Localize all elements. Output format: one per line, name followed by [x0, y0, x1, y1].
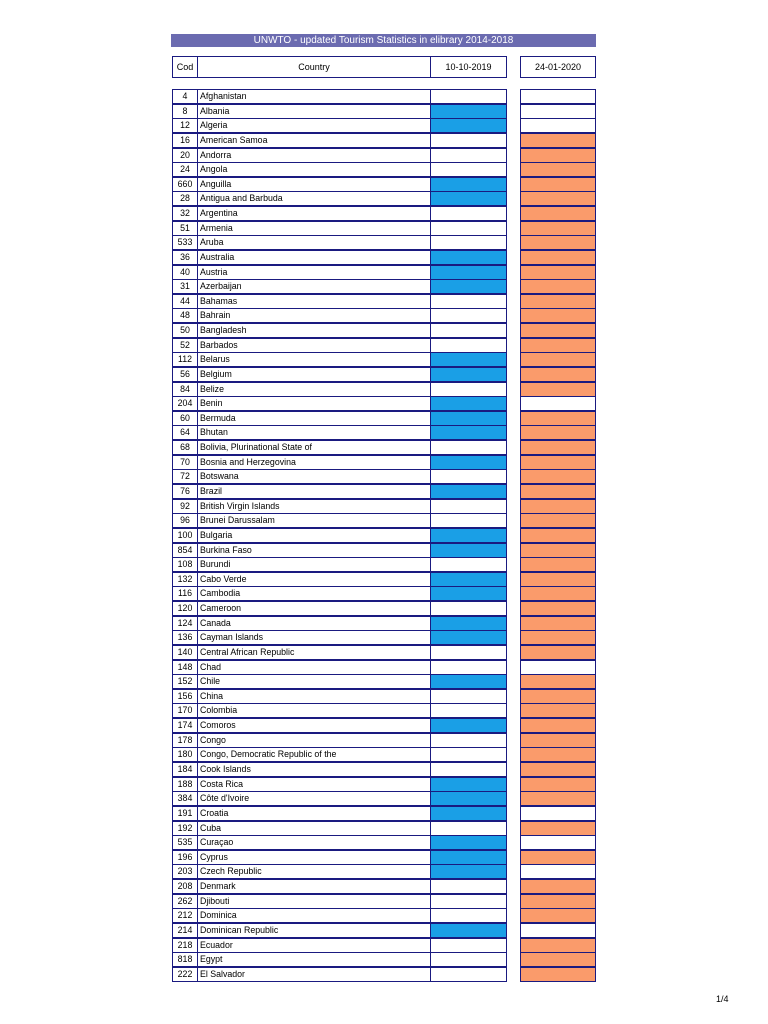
- status-cell-date-2: [520, 308, 596, 323]
- status-cell-date-1: [430, 191, 507, 206]
- country-name-cell: Belarus: [197, 352, 431, 367]
- country-name-cell: Botswana: [197, 469, 431, 484]
- status-cell-date-2: [520, 616, 596, 631]
- status-cell-date-1: [430, 338, 507, 353]
- status-cell-date-2: [520, 148, 596, 163]
- status-cell-date-1: [430, 118, 507, 133]
- country-code-cell: 51: [172, 221, 198, 236]
- country-name-cell: Bermuda: [197, 411, 431, 426]
- country-name-cell: Chad: [197, 660, 431, 675]
- country-code-cell: 120: [172, 601, 198, 616]
- status-cell-date-1: [430, 352, 507, 367]
- country-code-cell: 212: [172, 908, 198, 923]
- status-cell-date-2: [520, 352, 596, 367]
- country-code-cell: 818: [172, 952, 198, 967]
- status-cell-date-1: [430, 133, 507, 148]
- status-cell-date-1: [430, 572, 507, 587]
- header-country: Country: [197, 56, 431, 78]
- status-cell-date-2: [520, 601, 596, 616]
- country-code-cell: 156: [172, 689, 198, 704]
- status-cell-date-2: [520, 703, 596, 718]
- status-cell-date-2: [520, 396, 596, 411]
- status-cell-date-2: [520, 235, 596, 250]
- status-cell-date-2: [520, 162, 596, 177]
- country-name-cell: Afghanistan: [197, 89, 431, 104]
- country-name-cell: Algeria: [197, 118, 431, 133]
- country-code-cell: 68: [172, 440, 198, 455]
- status-cell-date-1: [430, 425, 507, 440]
- status-cell-date-2: [520, 528, 596, 543]
- country-code-cell: 192: [172, 821, 198, 836]
- status-cell-date-2: [520, 440, 596, 455]
- country-name-cell: Burundi: [197, 557, 431, 572]
- country-name-cell: Central African Republic: [197, 645, 431, 660]
- country-name-cell: Burkina Faso: [197, 543, 431, 558]
- status-cell-date-2: [520, 864, 596, 879]
- status-cell-date-2: [520, 294, 596, 309]
- country-name-cell: Albania: [197, 104, 431, 119]
- status-cell-date-1: [430, 894, 507, 909]
- status-cell-date-2: [520, 455, 596, 470]
- country-name-cell: Cyprus: [197, 850, 431, 865]
- country-code-cell: 533: [172, 235, 198, 250]
- status-cell-date-2: [520, 177, 596, 192]
- status-cell-date-2: [520, 543, 596, 558]
- status-cell-date-1: [430, 967, 507, 982]
- country-name-cell: Congo, Democratic Republic of the: [197, 747, 431, 762]
- country-code-cell: 148: [172, 660, 198, 675]
- status-cell-date-2: [520, 791, 596, 806]
- status-cell-date-2: [520, 762, 596, 777]
- status-cell-date-1: [430, 265, 507, 280]
- header-code: Cod: [172, 56, 198, 78]
- country-name-cell: Brazil: [197, 484, 431, 499]
- status-cell-date-1: [430, 660, 507, 675]
- status-cell-date-2: [520, 806, 596, 821]
- country-code-cell: 100: [172, 528, 198, 543]
- country-code-cell: 92: [172, 499, 198, 514]
- status-cell-date-2: [520, 952, 596, 967]
- status-cell-date-1: [430, 586, 507, 601]
- status-cell-date-1: [430, 747, 507, 762]
- status-cell-date-2: [520, 323, 596, 338]
- status-cell-date-1: [430, 718, 507, 733]
- country-name-cell: Cabo Verde: [197, 572, 431, 587]
- country-code-cell: 203: [172, 864, 198, 879]
- status-cell-date-2: [520, 967, 596, 982]
- country-name-cell: Cameroon: [197, 601, 431, 616]
- status-cell-date-2: [520, 118, 596, 133]
- country-name-cell: Bahamas: [197, 294, 431, 309]
- status-cell-date-1: [430, 440, 507, 455]
- country-name-cell: Belize: [197, 382, 431, 397]
- country-code-cell: 140: [172, 645, 198, 660]
- status-cell-date-2: [520, 499, 596, 514]
- country-code-cell: 28: [172, 191, 198, 206]
- country-code-cell: 116: [172, 586, 198, 601]
- country-code-cell: 218: [172, 938, 198, 953]
- country-name-cell: Cuba: [197, 821, 431, 836]
- country-code-cell: 178: [172, 733, 198, 748]
- country-name-cell: Ecuador: [197, 938, 431, 953]
- status-cell-date-2: [520, 367, 596, 382]
- status-cell-date-2: [520, 338, 596, 353]
- status-cell-date-2: [520, 206, 596, 221]
- country-name-cell: El Salvador: [197, 967, 431, 982]
- status-cell-date-1: [430, 850, 507, 865]
- country-code-cell: 56: [172, 367, 198, 382]
- country-name-cell: Dominica: [197, 908, 431, 923]
- status-cell-date-2: [520, 894, 596, 909]
- status-cell-date-1: [430, 938, 507, 953]
- country-name-cell: Curaçao: [197, 835, 431, 850]
- status-cell-date-1: [430, 703, 507, 718]
- country-name-cell: Colombia: [197, 703, 431, 718]
- status-cell-date-2: [520, 425, 596, 440]
- status-cell-date-2: [520, 586, 596, 601]
- country-name-cell: Barbados: [197, 338, 431, 353]
- country-code-cell: 44: [172, 294, 198, 309]
- country-name-cell: Aruba: [197, 235, 431, 250]
- status-cell-date-1: [430, 294, 507, 309]
- country-code-cell: 31: [172, 279, 198, 294]
- country-code-cell: 52: [172, 338, 198, 353]
- country-code-cell: 191: [172, 806, 198, 821]
- country-name-cell: Bosnia and Herzegovina: [197, 455, 431, 470]
- header-date-1: 10-10-2019: [430, 56, 507, 78]
- status-cell-date-1: [430, 630, 507, 645]
- country-code-cell: 16: [172, 133, 198, 148]
- country-code-cell: 8: [172, 104, 198, 119]
- country-code-cell: 180: [172, 747, 198, 762]
- status-cell-date-1: [430, 206, 507, 221]
- country-code-cell: 174: [172, 718, 198, 733]
- country-name-cell: Armenia: [197, 221, 431, 236]
- status-cell-date-1: [430, 367, 507, 382]
- country-code-cell: 222: [172, 967, 198, 982]
- status-cell-date-2: [520, 718, 596, 733]
- country-name-cell: Costa Rica: [197, 777, 431, 792]
- country-name-cell: Anguilla: [197, 177, 431, 192]
- country-name-cell: Bangladesh: [197, 323, 431, 338]
- country-code-cell: 70: [172, 455, 198, 470]
- country-code-cell: 152: [172, 674, 198, 689]
- header-date-2: 24-01-2020: [520, 56, 596, 78]
- status-cell-date-1: [430, 279, 507, 294]
- status-cell-date-1: [430, 543, 507, 558]
- country-code-cell: 262: [172, 894, 198, 909]
- status-cell-date-2: [520, 821, 596, 836]
- country-code-cell: 50: [172, 323, 198, 338]
- status-cell-date-1: [430, 557, 507, 572]
- status-cell-date-2: [520, 850, 596, 865]
- country-code-cell: 184: [172, 762, 198, 777]
- status-cell-date-1: [430, 879, 507, 894]
- country-code-cell: 214: [172, 923, 198, 938]
- status-cell-date-2: [520, 733, 596, 748]
- status-cell-date-1: [430, 777, 507, 792]
- status-cell-date-1: [430, 89, 507, 104]
- country-code-cell: 32: [172, 206, 198, 221]
- country-name-cell: Croatia: [197, 806, 431, 821]
- status-cell-date-1: [430, 411, 507, 426]
- status-cell-date-1: [430, 733, 507, 748]
- country-code-cell: 40: [172, 265, 198, 280]
- status-cell-date-1: [430, 484, 507, 499]
- status-cell-date-2: [520, 879, 596, 894]
- country-name-cell: Congo: [197, 733, 431, 748]
- country-code-cell: 196: [172, 850, 198, 865]
- country-name-cell: Comoros: [197, 718, 431, 733]
- status-cell-date-2: [520, 133, 596, 148]
- country-name-cell: Denmark: [197, 879, 431, 894]
- country-name-cell: Djibouti: [197, 894, 431, 909]
- status-cell-date-2: [520, 660, 596, 675]
- country-code-cell: 660: [172, 177, 198, 192]
- status-cell-date-2: [520, 382, 596, 397]
- country-code-cell: 124: [172, 616, 198, 631]
- status-cell-date-1: [430, 791, 507, 806]
- country-name-cell: Bolivia, Plurinational State of: [197, 440, 431, 455]
- status-cell-date-1: [430, 952, 507, 967]
- country-name-cell: Chile: [197, 674, 431, 689]
- status-cell-date-1: [430, 382, 507, 397]
- country-code-cell: 48: [172, 308, 198, 323]
- country-code-cell: 112: [172, 352, 198, 367]
- status-cell-date-2: [520, 938, 596, 953]
- country-name-cell: Egypt: [197, 952, 431, 967]
- country-name-cell: Cayman Islands: [197, 630, 431, 645]
- status-cell-date-2: [520, 265, 596, 280]
- status-cell-date-2: [520, 411, 596, 426]
- country-code-cell: 84: [172, 382, 198, 397]
- status-cell-date-1: [430, 616, 507, 631]
- country-code-cell: 208: [172, 879, 198, 894]
- page-title: UNWTO - updated Tourism Statistics in elibrary 2014-2018: [171, 34, 596, 47]
- country-name-cell: Côte d'Ivoire: [197, 791, 431, 806]
- country-code-cell: 136: [172, 630, 198, 645]
- status-cell-date-2: [520, 191, 596, 206]
- country-name-cell: Bhutan: [197, 425, 431, 440]
- status-cell-date-1: [430, 469, 507, 484]
- status-cell-date-1: [430, 148, 507, 163]
- country-name-cell: Andorra: [197, 148, 431, 163]
- status-cell-date-1: [430, 674, 507, 689]
- status-cell-date-2: [520, 835, 596, 850]
- country-code-cell: 535: [172, 835, 198, 850]
- country-code-cell: 72: [172, 469, 198, 484]
- status-cell-date-1: [430, 177, 507, 192]
- country-code-cell: 204: [172, 396, 198, 411]
- country-name-cell: Bulgaria: [197, 528, 431, 543]
- status-cell-date-1: [430, 323, 507, 338]
- status-cell-date-2: [520, 630, 596, 645]
- status-cell-date-1: [430, 308, 507, 323]
- status-cell-date-2: [520, 250, 596, 265]
- country-name-cell: Austria: [197, 265, 431, 280]
- status-cell-date-1: [430, 821, 507, 836]
- status-cell-date-1: [430, 396, 507, 411]
- status-cell-date-1: [430, 908, 507, 923]
- status-cell-date-2: [520, 645, 596, 660]
- country-code-cell: 64: [172, 425, 198, 440]
- status-cell-date-1: [430, 645, 507, 660]
- status-cell-date-1: [430, 513, 507, 528]
- country-code-cell: 170: [172, 703, 198, 718]
- country-name-cell: British Virgin Islands: [197, 499, 431, 514]
- country-name-cell: Angola: [197, 162, 431, 177]
- status-cell-date-1: [430, 835, 507, 850]
- country-name-cell: Bahrain: [197, 308, 431, 323]
- status-cell-date-1: [430, 689, 507, 704]
- country-code-cell: 24: [172, 162, 198, 177]
- status-cell-date-2: [520, 469, 596, 484]
- status-cell-date-2: [520, 221, 596, 236]
- country-code-cell: 108: [172, 557, 198, 572]
- country-name-cell: Benin: [197, 396, 431, 411]
- country-name-cell: Antigua and Barbuda: [197, 191, 431, 206]
- country-name-cell: Cook Islands: [197, 762, 431, 777]
- country-code-cell: 384: [172, 791, 198, 806]
- status-cell-date-2: [520, 89, 596, 104]
- country-code-cell: 12: [172, 118, 198, 133]
- country-code-cell: 132: [172, 572, 198, 587]
- status-cell-date-2: [520, 513, 596, 528]
- status-cell-date-1: [430, 806, 507, 821]
- country-code-cell: 4: [172, 89, 198, 104]
- status-cell-date-1: [430, 455, 507, 470]
- country-name-cell: Dominican Republic: [197, 923, 431, 938]
- status-cell-date-2: [520, 572, 596, 587]
- status-cell-date-2: [520, 279, 596, 294]
- status-cell-date-1: [430, 104, 507, 119]
- country-code-cell: 36: [172, 250, 198, 265]
- page-number: 1/4: [716, 994, 729, 1004]
- status-cell-date-1: [430, 221, 507, 236]
- country-name-cell: Czech Republic: [197, 864, 431, 879]
- status-cell-date-1: [430, 864, 507, 879]
- status-cell-date-2: [520, 689, 596, 704]
- country-name-cell: China: [197, 689, 431, 704]
- status-cell-date-1: [430, 235, 507, 250]
- status-cell-date-2: [520, 674, 596, 689]
- country-name-cell: Azerbaijan: [197, 279, 431, 294]
- status-cell-date-1: [430, 499, 507, 514]
- status-cell-date-1: [430, 762, 507, 777]
- country-code-cell: 76: [172, 484, 198, 499]
- country-code-cell: 60: [172, 411, 198, 426]
- status-cell-date-1: [430, 250, 507, 265]
- status-cell-date-2: [520, 104, 596, 119]
- status-cell-date-2: [520, 777, 596, 792]
- status-cell-date-2: [520, 484, 596, 499]
- country-name-cell: Belgium: [197, 367, 431, 382]
- status-cell-date-1: [430, 923, 507, 938]
- country-code-cell: 854: [172, 543, 198, 558]
- country-name-cell: Cambodia: [197, 586, 431, 601]
- status-cell-date-1: [430, 162, 507, 177]
- status-cell-date-1: [430, 528, 507, 543]
- country-name-cell: Argentina: [197, 206, 431, 221]
- country-name-cell: Australia: [197, 250, 431, 265]
- country-code-cell: 188: [172, 777, 198, 792]
- country-name-cell: American Samoa: [197, 133, 431, 148]
- status-cell-date-2: [520, 908, 596, 923]
- status-cell-date-2: [520, 557, 596, 572]
- country-name-cell: Brunei Darussalam: [197, 513, 431, 528]
- status-cell-date-2: [520, 747, 596, 762]
- country-code-cell: 20: [172, 148, 198, 163]
- status-cell-date-1: [430, 601, 507, 616]
- country-code-cell: 96: [172, 513, 198, 528]
- status-cell-date-2: [520, 923, 596, 938]
- country-name-cell: Canada: [197, 616, 431, 631]
